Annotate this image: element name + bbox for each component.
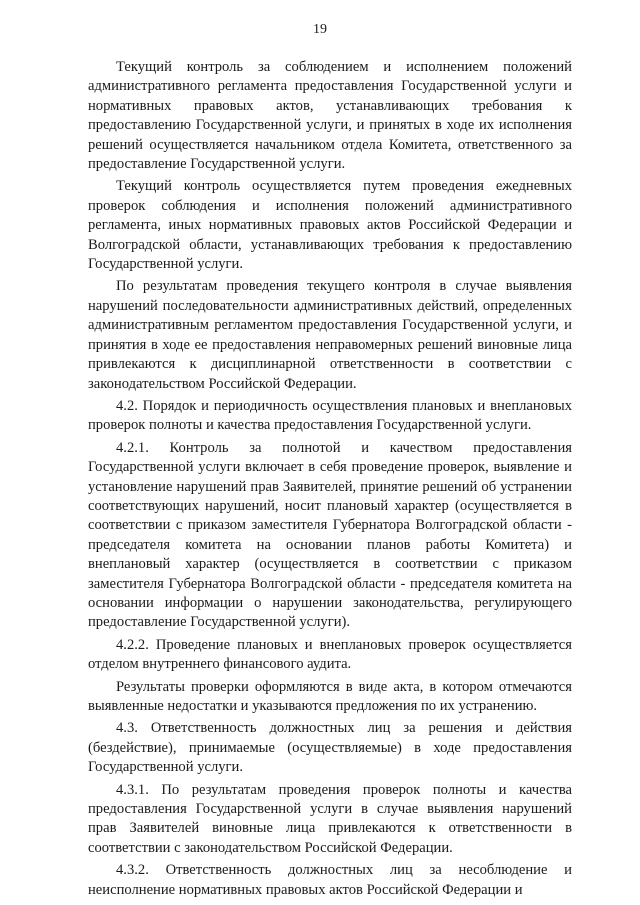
section-4-2-1: 4.2.1. Контроль за полнотой и качеством предоставления Государственной услуги включает в себя проведение проверок, выявление и установление нарушений прав Заявителей, принятие решений об устранении соответствующих нарушений, носит плановый характер (осуществляется в соответствии с приказом заместителя Губернатора Волгоградской области - председателя комитета на основании планов работы Комитета) и внеплановый характер (осуществляется в соответствии с приказом заместителя Губернатора Волгоградской области - председателя комитета на основании информации о нарушении законодательства, регулирующего предоставление Государственной услуги).: [88, 439, 572, 631]
document-body: [88, 58, 572, 903]
section-4-3-1: 4.3.1. По результатам проведения проверок полноты и качества предоставления Государственной услуги в случае выявления нарушений прав Заявителей виновные лица привлекаются к ответственности в соответствии с законодательством Российской Федерации.: [88, 781, 572, 856]
section-4-3-2: 4.3.2. Ответственность должностных лиц за несоблюдение и неисполнение нормативных правовых актов Российской Федерации и: [88, 862, 572, 898]
section-4-2-heading: 4.2. Порядок и периодичность осуществления плановых и внеплановых проверок полноты и качества предоставления Государственной услуги.: [88, 397, 572, 434]
paragraph-daily-checks: Текущий контроль осуществляется путем проведения ежедневных проверок соблюдения и исполнения положений административного регламента, иных нормативных правовых актов Российской Федерации и Волгоградской области, устанавливающих требования к предоставлению Государственной услуги.: [88, 178, 572, 273]
paragraph-disciplinary-liability: По результатам проведения текущего контроля в случае выявления нарушений последовательности административных действий, определенных административным регламентом предоставления Государственной услуги, и принятия в ходе ее предоставления неправомерных решений виновные лица привлекаются к дисциплинарной ответственности в соответствии с законодательством Российской Федерации.: [88, 278, 572, 392]
section-4-3-heading: 4.3. Ответственность должностных лиц за решения и действия (бездействие), принимаемые (осуществляемые) в ходе предоставления Государственной услуги.: [88, 720, 572, 776]
page-number: 19: [313, 22, 327, 37]
paragraph-current-control: Текущий контроль за соблюдением и исполнением положений административного регламента предоставления Государственной услуги и нормативных правовых актов, устанавливающих требования к предоставлению Государственной услуги, и принятых в ходе их исполнения решений осуществляется начальником отдела Комитета, ответственного за предоставление Государственной услуги.: [88, 59, 572, 173]
section-4-2-2: 4.2.2. Проведение плановых и внеплановых проверок осуществляется отделом внутреннего финансового аудита.: [88, 636, 572, 673]
paragraph-inspection-results: Результаты проверки оформляются в виде акта, в котором отмечаются выявленные недостатки и указываются предложения по их устранению.: [88, 678, 572, 714]
